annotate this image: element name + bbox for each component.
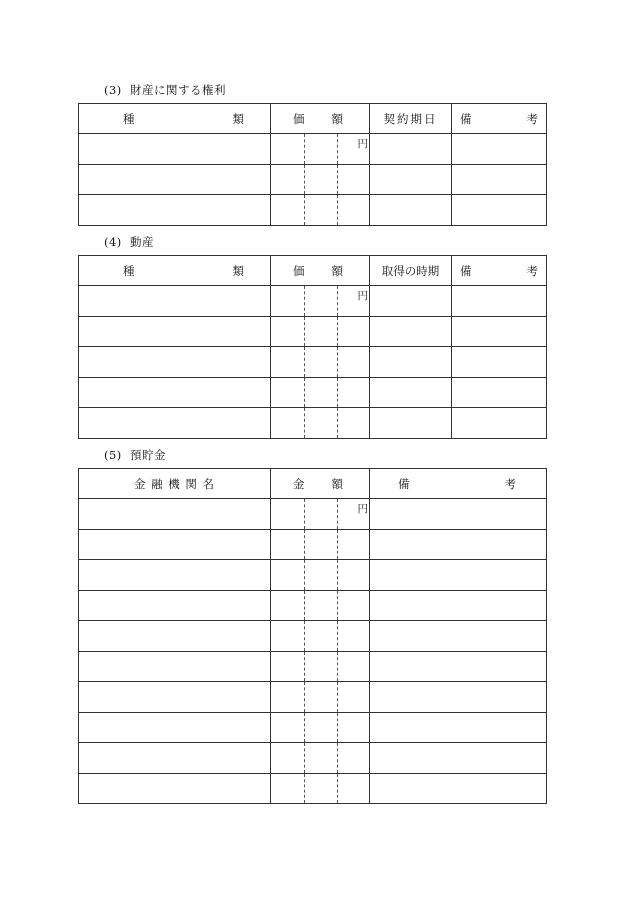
date-cell[interactable] <box>370 164 452 195</box>
amount-cell[interactable] <box>271 712 370 743</box>
table-row <box>79 377 547 408</box>
amount-cell[interactable] <box>271 195 370 226</box>
date-cell[interactable] <box>370 134 452 165</box>
section-number: (3) <box>104 83 122 97</box>
type-cell[interactable] <box>79 164 271 195</box>
remarks-cell[interactable] <box>452 134 547 165</box>
type-header: 種 類 <box>79 256 271 286</box>
acquisition-time-header: 取得の時期 <box>370 256 452 286</box>
bank-cell[interactable] <box>79 590 271 621</box>
remarks-cell[interactable] <box>370 621 547 652</box>
amount-cell[interactable] <box>271 651 370 682</box>
amount-cell[interactable] <box>271 408 370 439</box>
rights-table <box>78 103 547 226</box>
date-cell[interactable] <box>370 286 452 317</box>
remarks-cell[interactable] <box>370 743 547 774</box>
amount-cell[interactable] <box>271 499 370 530</box>
yen-mark: 円 <box>357 290 368 302</box>
type-header: 種 類 <box>79 104 271 134</box>
section-label: 財産に関する権利 <box>130 83 226 97</box>
table-row <box>79 499 547 530</box>
remarks-cell[interactable] <box>370 712 547 743</box>
remarks-cell[interactable] <box>452 286 547 317</box>
yen-mark: 円 <box>357 138 368 150</box>
bank-cell[interactable] <box>79 621 271 652</box>
table-row <box>79 134 547 165</box>
type-cell[interactable] <box>79 377 271 408</box>
amount-cell[interactable] <box>271 682 370 713</box>
table-row <box>79 286 547 317</box>
bank-cell[interactable] <box>79 529 271 560</box>
remarks-header: 備 考 <box>452 104 547 134</box>
bank-cell[interactable] <box>79 773 271 804</box>
amount-cell[interactable] <box>271 347 370 378</box>
deposits-table <box>78 468 547 804</box>
table-row <box>79 651 547 682</box>
remarks-header: 備 考 <box>452 256 547 286</box>
header-row <box>79 469 547 499</box>
table-row <box>79 773 547 804</box>
amount-cell[interactable] <box>271 621 370 652</box>
bank-cell[interactable] <box>79 499 271 530</box>
remarks-cell[interactable] <box>370 682 547 713</box>
amount-cell[interactable] <box>271 590 370 621</box>
date-cell[interactable] <box>370 316 452 347</box>
section-number: (4) <box>104 235 122 249</box>
table-row <box>79 560 547 591</box>
table-row <box>79 682 547 713</box>
yen-mark: 円 <box>357 503 368 515</box>
remarks-cell[interactable] <box>452 316 547 347</box>
type-cell[interactable] <box>79 408 271 439</box>
table-row <box>79 195 547 226</box>
type-cell[interactable] <box>79 134 271 165</box>
remarks-cell[interactable] <box>370 590 547 621</box>
remarks-cell[interactable] <box>370 773 547 804</box>
type-cell[interactable] <box>79 286 271 317</box>
amount-cell[interactable] <box>271 316 370 347</box>
remarks-cell[interactable] <box>370 651 547 682</box>
section-5-title <box>104 447 166 463</box>
amount-cell[interactable] <box>271 743 370 774</box>
section-label: 動産 <box>130 235 154 249</box>
date-cell[interactable] <box>370 377 452 408</box>
remarks-cell[interactable] <box>370 529 547 560</box>
contract-date-header: 契約期日 <box>370 104 452 134</box>
amount-cell[interactable] <box>271 286 370 317</box>
remarks-cell[interactable] <box>452 347 547 378</box>
table-row <box>79 164 547 195</box>
section-label: 預貯金 <box>130 448 166 462</box>
remarks-cell[interactable] <box>370 560 547 591</box>
remarks-cell[interactable] <box>370 499 547 530</box>
value-header: 価 額 <box>271 256 370 286</box>
amount-cell[interactable] <box>271 529 370 560</box>
remarks-cell[interactable] <box>452 408 547 439</box>
bank-cell[interactable] <box>79 560 271 591</box>
header-row <box>79 256 547 286</box>
remarks-header: 備 考 <box>370 469 547 499</box>
amount-cell[interactable] <box>271 773 370 804</box>
date-cell[interactable] <box>370 195 452 226</box>
type-cell[interactable] <box>79 316 271 347</box>
bank-cell[interactable] <box>79 682 271 713</box>
section-3-title <box>104 82 226 98</box>
table-row <box>79 621 547 652</box>
table-row <box>79 712 547 743</box>
remarks-cell[interactable] <box>452 164 547 195</box>
section-number: (5) <box>104 448 122 462</box>
date-cell[interactable] <box>370 408 452 439</box>
remarks-cell[interactable] <box>452 377 547 408</box>
date-cell[interactable] <box>370 347 452 378</box>
amount-cell[interactable] <box>271 134 370 165</box>
table-row <box>79 347 547 378</box>
amount-cell[interactable] <box>271 164 370 195</box>
bank-cell[interactable] <box>79 712 271 743</box>
type-cell[interactable] <box>79 195 271 226</box>
table-row <box>79 529 547 560</box>
value-header: 価 額 <box>271 104 370 134</box>
amount-header: 金 額 <box>271 469 370 499</box>
section-4-title <box>104 234 154 250</box>
remarks-cell[interactable] <box>452 195 547 226</box>
table-row <box>79 408 547 439</box>
table-row <box>79 590 547 621</box>
bank-name-header: 金 融 機 関 名 <box>79 469 271 499</box>
type-cell[interactable] <box>79 347 271 378</box>
header-row <box>79 104 547 134</box>
amount-cell[interactable] <box>271 560 370 591</box>
table-row <box>79 743 547 774</box>
movables-table <box>78 255 547 439</box>
table-row <box>79 316 547 347</box>
bank-cell[interactable] <box>79 651 271 682</box>
amount-cell[interactable] <box>271 377 370 408</box>
bank-cell[interactable] <box>79 743 271 774</box>
